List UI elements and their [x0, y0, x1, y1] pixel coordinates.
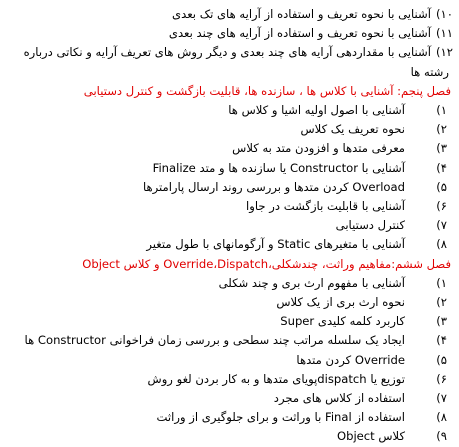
- item-number: ۴): [436, 333, 447, 348]
- item-text: ایجاد یک سلسله مراتب چند سطحی و بررسی زمان فراخوانی Constructor ها: [24, 333, 405, 348]
- list-item: [6, 235, 453, 254]
- item-number: ۵): [436, 352, 447, 367]
- item-text: آشنایی با قابلیت بازگشت در جاوا: [246, 199, 405, 214]
- item-number: ۱۰): [436, 7, 453, 21]
- section-heading-5: فصل پنجم: آشنایی با کلاس ها ، سازنده ها، قابلیت بازگشت و کنترل دستیابی: [83, 83, 451, 98]
- item-number: ۲): [436, 295, 447, 310]
- item-number: ۱۲): [436, 45, 453, 60]
- item-text: آشنایی با اصول اولیه اشیا و کلاس ها: [228, 103, 405, 118]
- item-number: ۹): [436, 429, 447, 444]
- item-text: معرفی متدها و افزودن متد به کلاس: [232, 141, 405, 156]
- list-item: [6, 197, 453, 216]
- list-item: [6, 159, 453, 178]
- item-number: ۱): [436, 275, 447, 290]
- item-number: ۷): [436, 391, 447, 406]
- item-text: آشنایی با متغیرهای Static و آرگومانهای با طول متغیر: [146, 237, 405, 252]
- item-number: ۴): [436, 160, 447, 175]
- list-item: [6, 389, 453, 408]
- list-item: [6, 139, 453, 158]
- list-item: [6, 312, 453, 331]
- item-text: آشنایی با Constructor یا سازنده ها و متد Finalize: [152, 160, 405, 175]
- item-text: آشنایی با مقداردهی آرایه های چند بعدی و دیگر روش های تعریف آرایه و نکاتی درباره: [23, 45, 431, 60]
- item-number: ۲): [436, 122, 447, 137]
- list-item: [6, 427, 453, 446]
- item-number: ۸): [436, 410, 447, 425]
- list-item: [6, 293, 453, 312]
- item-text-continued: رشته ها: [410, 64, 449, 79]
- list-item: [6, 24, 453, 43]
- list-item: [6, 216, 453, 235]
- item-text: استفاده از Final با وراثت و برای جلوگیری از وراثت: [156, 410, 405, 425]
- item-text: نحوه ارث بری از یک کلاس: [276, 295, 405, 310]
- list-item: [6, 101, 453, 120]
- list-item: [6, 370, 453, 389]
- item-number: ۷): [436, 218, 447, 233]
- item-text: آشنایی با نحوه تعریف و استفاده از آرایه های چند بعدی: [168, 26, 431, 41]
- item-text: آشنایی با مفهوم ارث بری و چند شکلی: [218, 275, 405, 290]
- item-number: ۳): [436, 141, 447, 156]
- list-item: [6, 43, 453, 62]
- item-number: ۶): [436, 199, 447, 214]
- item-text: نحوه تعریف یک کلاس: [300, 122, 405, 137]
- list-item: [6, 408, 453, 427]
- item-text: Overload کردن متدها و بررسی روند ارسال پارامترها: [142, 179, 405, 194]
- item-number: ۱۱): [436, 26, 453, 41]
- list-item: [6, 5, 453, 24]
- list-item: [6, 178, 453, 197]
- item-number: ۱): [436, 103, 447, 118]
- item-number: ۸): [436, 237, 447, 252]
- item-number: ۳): [436, 314, 447, 329]
- item-text: کاربرد کلمه کلیدی Super: [280, 314, 405, 329]
- item-text: Override کردن متدها: [296, 352, 405, 367]
- item-text: آشنایی با نحوه تعریف و استفاده از آرایه های تک بعدی: [172, 7, 431, 21]
- item-text: کلاس Object: [336, 429, 405, 444]
- list-item-continuation: [6, 63, 453, 82]
- list-item: [6, 351, 453, 370]
- item-text: کنترل دستیابی: [335, 218, 405, 233]
- item-text: استفاده از کلاس های مجرد: [273, 391, 405, 406]
- item-number: ۶): [436, 371, 447, 386]
- list-item: [6, 120, 453, 139]
- list-item: [6, 274, 453, 293]
- section-heading-6: فصل ششم:مفاهیم وراثت، چندشکلی،Override،Dispatch و کلاس Object: [82, 256, 451, 271]
- item-text: توزیع یا dispatchپویای متدها و به کار بردن لغو روش: [147, 371, 405, 386]
- item-number: ۵): [436, 179, 447, 194]
- list-item: [6, 331, 453, 350]
